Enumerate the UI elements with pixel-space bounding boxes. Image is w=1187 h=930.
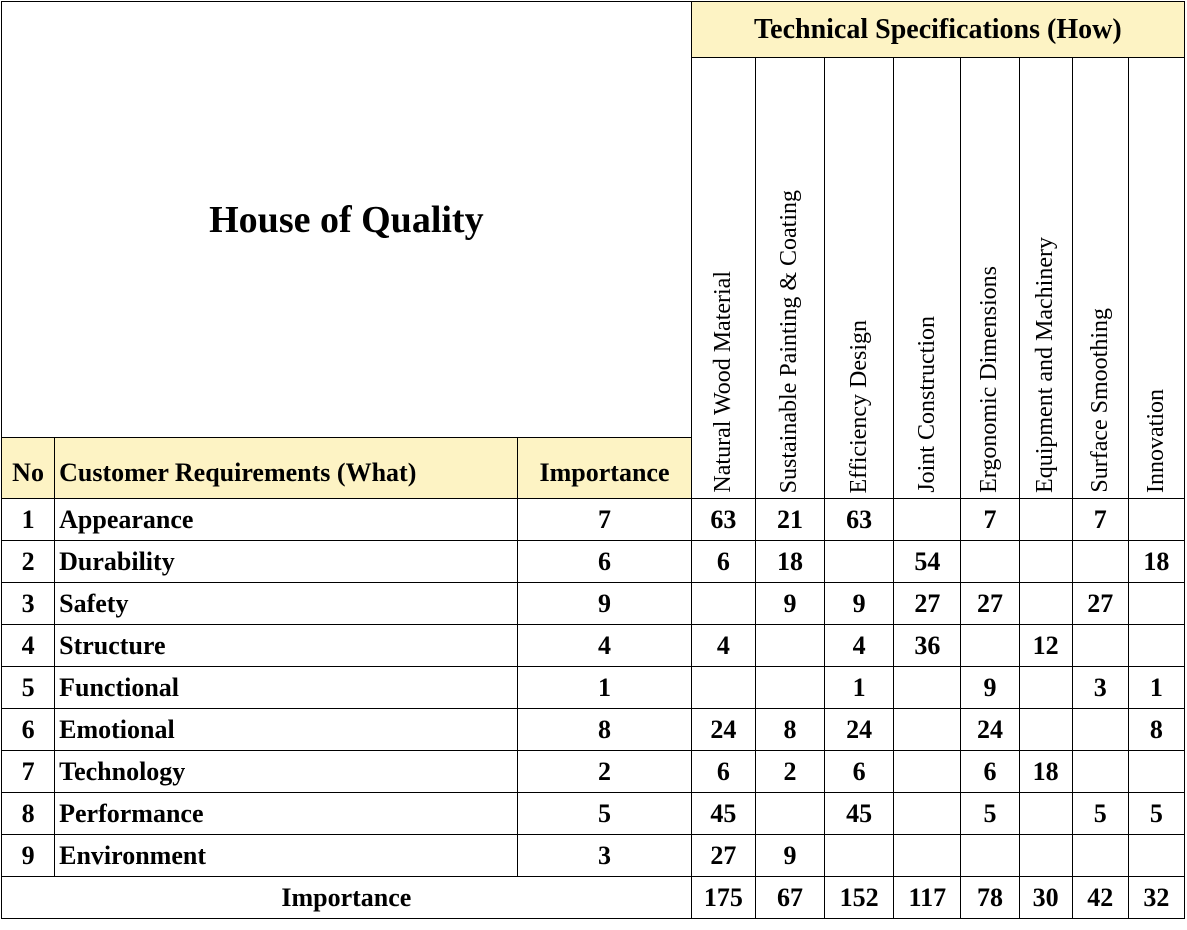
relationship-value: 21 [755, 499, 824, 541]
relationship-value [1128, 499, 1184, 541]
requirement-name: Technology [55, 751, 518, 793]
relationship-value [1072, 541, 1128, 583]
requirement-name: Environment [55, 835, 518, 877]
spec-label-6: Surface Smoothing [1086, 308, 1113, 493]
spec-label-2: Efficiency Design [845, 319, 872, 493]
requirement-row [2, 709, 1185, 751]
relationship-value: 9 [825, 583, 894, 625]
relationship-value [1128, 625, 1184, 667]
relationship-value: 7 [961, 499, 1019, 541]
relationship-value [1128, 835, 1184, 877]
row-number: 9 [2, 835, 55, 877]
relationship-value [1019, 583, 1072, 625]
relationship-value: 12 [1019, 625, 1072, 667]
relationship-value: 45 [691, 793, 755, 835]
relationship-value: 24 [961, 709, 1019, 751]
spec-label-1: Sustainable Painting & Coating [776, 189, 803, 493]
row-number: 2 [2, 541, 55, 583]
header-customer-requirements: Customer Requirements (What) [55, 438, 518, 499]
relationship-value: 27 [1072, 583, 1128, 625]
spec-header-4 [961, 58, 1019, 499]
house-of-quality-title: House of Quality [2, 2, 692, 438]
relationship-value: 27 [894, 583, 961, 625]
requirement-importance: 5 [518, 793, 691, 835]
spec-header-7 [1128, 58, 1184, 499]
spec-header-6 [1072, 58, 1128, 499]
spec-label-3: Joint Construction [913, 316, 940, 493]
relationship-value [1072, 709, 1128, 751]
relationship-value: 6 [691, 751, 755, 793]
relationship-value: 1 [1128, 667, 1184, 709]
requirement-importance: 9 [518, 583, 691, 625]
relationship-value [825, 835, 894, 877]
technical-specifications-title: Technical Specifications (How) [691, 2, 1184, 58]
spec-header-1 [755, 58, 824, 499]
relationship-value: 5 [1072, 793, 1128, 835]
relationship-value [755, 667, 824, 709]
requirement-row [2, 499, 1185, 541]
requirement-name: Appearance [55, 499, 518, 541]
relationship-value: 6 [961, 751, 1019, 793]
requirement-name: Durability [55, 541, 518, 583]
requirement-importance: 8 [518, 709, 691, 751]
requirement-row [2, 625, 1185, 667]
total-importance-value: 117 [894, 877, 961, 919]
relationship-value: 18 [1128, 541, 1184, 583]
relationship-value: 24 [825, 709, 894, 751]
header-importance: Importance [518, 438, 691, 499]
relationship-value: 4 [691, 625, 755, 667]
requirement-importance: 2 [518, 751, 691, 793]
relationship-value [825, 541, 894, 583]
spec-header-3 [894, 58, 961, 499]
relationship-value: 1 [825, 667, 894, 709]
relationship-value [1019, 499, 1072, 541]
relationship-value [1128, 583, 1184, 625]
relationship-value [1072, 751, 1128, 793]
relationship-value [1072, 835, 1128, 877]
requirement-name: Functional [55, 667, 518, 709]
row-number: 8 [2, 793, 55, 835]
requirement-row [2, 835, 1185, 877]
spec-header-2 [825, 58, 894, 499]
relationship-value: 27 [961, 583, 1019, 625]
relationship-value: 7 [1072, 499, 1128, 541]
requirement-row [2, 793, 1185, 835]
requirement-name: Emotional [55, 709, 518, 751]
relationship-value: 5 [1128, 793, 1184, 835]
requirement-row [2, 751, 1185, 793]
requirement-row [2, 541, 1185, 583]
relationship-value: 4 [825, 625, 894, 667]
spec-label-5: Equipment and Machinery [1032, 237, 1059, 493]
relationship-value [961, 835, 1019, 877]
relationship-value [894, 835, 961, 877]
relationship-value [894, 709, 961, 751]
total-importance-value: 32 [1128, 877, 1184, 919]
total-importance-value: 175 [691, 877, 755, 919]
relationship-value: 8 [1128, 709, 1184, 751]
relationship-value: 24 [691, 709, 755, 751]
spec-header-5 [1019, 58, 1072, 499]
requirement-importance: 3 [518, 835, 691, 877]
relationship-value: 5 [961, 793, 1019, 835]
row-number: 3 [2, 583, 55, 625]
total-importance-value: 42 [1072, 877, 1128, 919]
spec-label-4: Ergonomic Dimensions [976, 266, 1003, 493]
relationship-value: 6 [691, 541, 755, 583]
relationship-value: 63 [691, 499, 755, 541]
totals-label: Importance [2, 877, 692, 919]
relationship-value [894, 667, 961, 709]
relationship-value: 18 [1019, 751, 1072, 793]
relationship-value: 9 [961, 667, 1019, 709]
relationship-value [1072, 625, 1128, 667]
relationship-value [961, 625, 1019, 667]
requirement-name: Performance [55, 793, 518, 835]
relationship-value: 18 [755, 541, 824, 583]
requirement-importance: 6 [518, 541, 691, 583]
requirement-name: Safety [55, 583, 518, 625]
requirement-importance: 4 [518, 625, 691, 667]
relationship-value [894, 751, 961, 793]
relationship-value: 9 [755, 835, 824, 877]
spec-label-0: Natural Wood Material [709, 271, 736, 493]
relationship-value [1128, 751, 1184, 793]
relationship-value: 8 [755, 709, 824, 751]
relationship-value: 63 [825, 499, 894, 541]
row-number: 4 [2, 625, 55, 667]
relationship-value [894, 793, 961, 835]
totals-row [2, 877, 1185, 919]
relationship-value [961, 541, 1019, 583]
total-importance-value: 152 [825, 877, 894, 919]
relationship-value: 3 [1072, 667, 1128, 709]
requirement-row [2, 583, 1185, 625]
relationship-value [691, 583, 755, 625]
spec-header-0 [691, 58, 755, 499]
relationship-value [1019, 541, 1072, 583]
requirement-name: Structure [55, 625, 518, 667]
spec-label-7: Innovation [1142, 389, 1169, 493]
relationship-value: 36 [894, 625, 961, 667]
relationship-value [894, 499, 961, 541]
relationship-value [1019, 709, 1072, 751]
row-number: 6 [2, 709, 55, 751]
relationship-value: 54 [894, 541, 961, 583]
relationship-value: 2 [755, 751, 824, 793]
header-no: No [2, 438, 55, 499]
row-number: 7 [2, 751, 55, 793]
total-importance-value: 30 [1019, 877, 1072, 919]
house-of-quality-table [1, 1, 1185, 919]
total-importance-value: 78 [961, 877, 1019, 919]
relationship-value [1019, 667, 1072, 709]
relationship-value: 6 [825, 751, 894, 793]
relationship-value [755, 793, 824, 835]
relationship-value [755, 625, 824, 667]
relationship-value [1019, 793, 1072, 835]
row-number: 1 [2, 499, 55, 541]
requirement-importance: 7 [518, 499, 691, 541]
requirement-row [2, 667, 1185, 709]
relationship-value: 45 [825, 793, 894, 835]
relationship-value: 27 [691, 835, 755, 877]
relationship-value [1019, 835, 1072, 877]
row-number: 5 [2, 667, 55, 709]
requirement-importance: 1 [518, 667, 691, 709]
relationship-value [691, 667, 755, 709]
total-importance-value: 67 [755, 877, 824, 919]
relationship-value: 9 [755, 583, 824, 625]
